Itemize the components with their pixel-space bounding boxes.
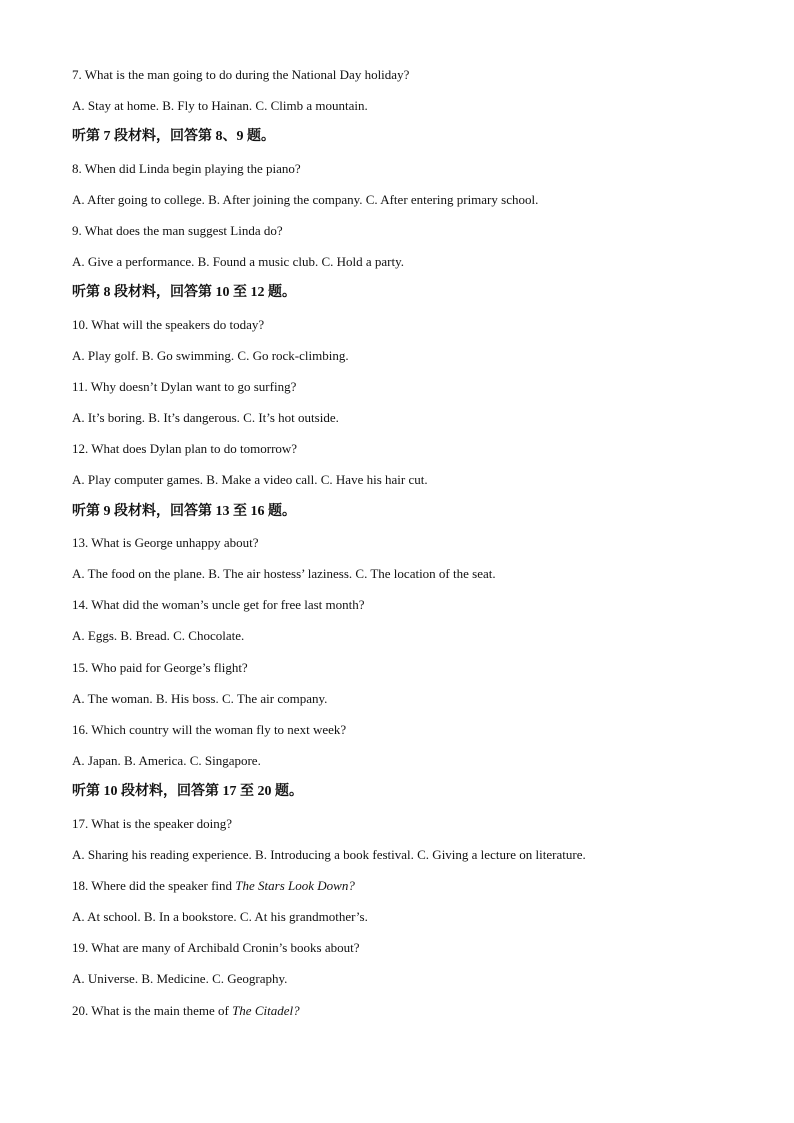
options-19: A. Universe. B. Medicine. C. Geography. <box>72 971 288 987</box>
question-8: 8. When did Linda begin playing the piano? <box>72 160 301 176</box>
section-heading-10: 听第 10 段材料，回答第 17 至 20 题。 <box>72 784 303 800</box>
section-heading-8: 听第 8 段材料，回答第 10 至 12 题。 <box>72 285 296 301</box>
options-16: A. Japan. B. America. C. Singapore. <box>72 753 261 769</box>
question-20 <box>72 999 762 1030</box>
options-7: A. Stay at home. B. Fly to Hainan. C. Climb a mountain. <box>72 98 368 114</box>
question-7: 7. What is the man going to do during the National Day holiday? <box>72 67 410 82</box>
question-20-book-title: The Citadel? <box>232 1002 300 1018</box>
options-15: A. The woman. B. His boss. C. The air company. <box>72 690 328 706</box>
section-heading-9: 听第 9 段材料，回答第 13 至 16 题。 <box>72 503 296 519</box>
options-12: A. Play computer games. B. Make a video call. C. Have his hair cut. <box>72 472 428 488</box>
options-14: A. Eggs. B. Bread. C. Chocolate. <box>72 628 245 644</box>
question-19: 19. What are many of Archibald Cronin’s books about? <box>72 940 360 956</box>
question-18-book-title: The Stars Look Down? <box>235 877 355 893</box>
question-18-text: 18. Where did the speaker find <box>72 877 236 893</box>
question-17: 17. What is the speaker doing? <box>72 815 233 831</box>
options-18: A. At school. B. In a bookstore. C. At his grandmother’s. <box>72 909 368 925</box>
options-11: A. It’s boring. B. It’s dangerous. C. It’s hot outside. <box>72 410 339 426</box>
question-14: 14. What did the woman’s uncle get for free last month? <box>72 597 365 613</box>
question-9: 9. What does the man suggest Linda do? <box>72 222 283 238</box>
options-13: A. The food on the plane. B. The air hostess’ laziness. C. The location of the seat. <box>72 566 496 581</box>
question-20-text: 20. What is the main theme of <box>72 1002 233 1018</box>
options-10: A. Play golf. B. Go swimming. C. Go rock-climbing. <box>72 347 349 363</box>
options-9: A. Give a performance. B. Found a music club. C. Hold a party. <box>72 254 405 270</box>
question-10: 10. What will the speakers do today? <box>72 316 265 332</box>
question-13: 13. What is George unhappy about? <box>72 534 259 550</box>
question-11: 11. Why doesn’t Dylan want to go surfing? <box>72 378 297 394</box>
question-16: 16. Which country will the woman fly to next week? <box>72 721 347 737</box>
options-8: A. After going to college. B. After joining the company. C. After entering primary school. <box>72 191 539 207</box>
document-page <box>72 63 762 1030</box>
options-17: A. Sharing his reading experience. B. Introducing a book festival. C. Giving a lecture on literature. <box>72 846 586 862</box>
question-15: 15. Who paid for George’s flight? <box>72 659 248 675</box>
section-heading-7: 听第 7 段材料，回答第 8、9 题。 <box>72 129 275 145</box>
question-12: 12. What does Dylan plan to do tomorrow? <box>72 441 298 457</box>
question-18 <box>72 874 762 905</box>
